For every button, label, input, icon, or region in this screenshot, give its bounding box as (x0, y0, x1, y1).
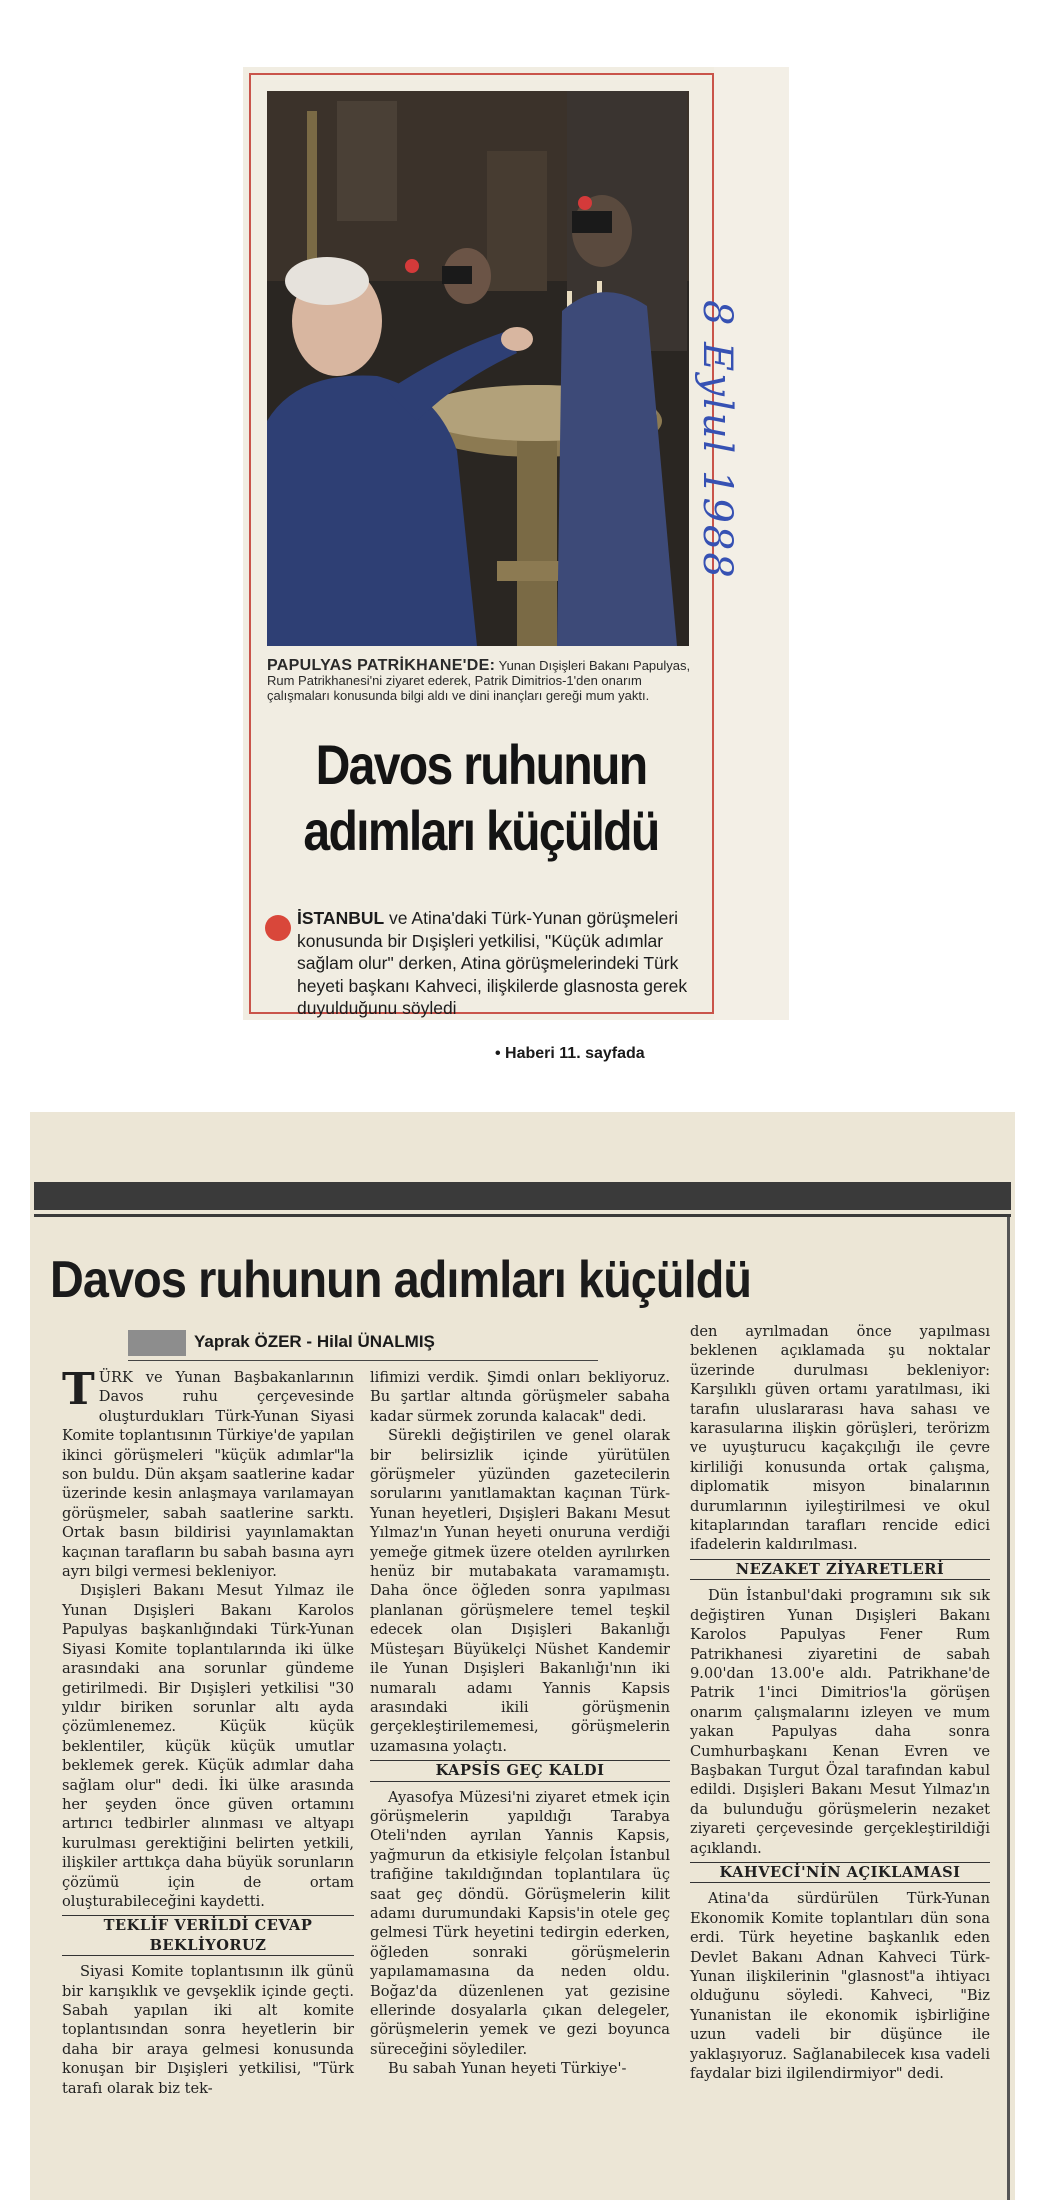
paragraph: den ayrılmadan önce yapılması beklenen açıklamada şu noktalar üzerinde durulması bekleniyor: Karşılıklı güven ortamı yaratılması, iki tarafın uluslararası hava sahası ve karasularına ilişkin görüşleri, terörizm ve uyuşturucu kaçakçılığı ile çevre kirliliği konusunda ortak çalışma, diplomatik misyon binalarının durumlarının iyileştirilmesi ve okul kitaplarından tarafları rencide edici ifadelerin kaldırılması. (690, 1323, 990, 1554)
article-headline: Davos ruhunun adımları küçüldü (50, 1251, 752, 1309)
paragraph: Bu sabah Yunan heyeti Türkiye'- (388, 2060, 627, 2078)
paragraph-text: ÜRK ve Yunan Başbakanlarının Davos ruhu çerçevesinde oluşturdukları Türk-Yunan Siyasi Komite toplantısının Türkiye'de yapılan ikinci görüşmeleri "küçük adımlar"la son buldu. Dün akşam saatlerine kadar üzerinde kesin anlaşmaya varılamayan görüşmeler, sabah saatlerine sarktı. Ortak basın bildirisi yayınlamaktan kaçınan tarafların bu sabah basına ayrı ayrı bilgi vermesi bekleniyor. (62, 1369, 354, 1581)
news-photo (267, 91, 689, 646)
caption-text: Yunan Dışişleri Bakanı Papulyas, Rum Patrikhanesi'ni ziyaret ederek, Patrik Dimitrios-1'den onarım çalışmaları konusunda bilgi aldı ve dini inançları gereği mum yaktı. (267, 658, 691, 703)
top-rule-thick (34, 1182, 1011, 1210)
summary-text: ve Atina'daki Türk-Yunan görüşmeleri konusunda bir Dışişleri yetkilisi, "Küçük adımlar sağlam olur" derken, Atina görüşmelerindeki Türk heyeti başkanı Kahveci, ilişkilerde glasnosta gerek duyulduğunu söyledi (297, 908, 688, 1018)
photo-illustration (267, 91, 689, 646)
article-column-3 (690, 1322, 990, 2083)
paragraph: Dün İstanbul'daki programını sık sık değiştiren Yunan Dışişleri Bakanı Karolos Papulyas Fener Rum Patrikhanesi ziyaretini de sabah 9.00'dan 13.00'e aldı. Patrikhane'de Patrik 1'inci Dimitrios'la görüşen onarım çalışmalarını izleyen ve mum yakan Papulyas daha sonra Cumhurbaşkanı Kenan Evren ve Başbakan Turgut Özal tarafından kabul edildi. Dışişleri Bakanı Mesut Yılmaz'ın da bulunduğu görüşmelerin nezaket ziyareti çerçevesinde gerçekleştirildiği açıklandı. (690, 1587, 990, 1857)
drop-cap: T (62, 1364, 95, 1415)
paragraph: Ayasofya Müzesi'ni ziyaret etmek için görüşmelerin yapıldığı Tarabya Oteli'nden ayrılan Yannis Kapsis, yağmurun da etkisiyle felçolan İstanbul trafiğine takıldığından toplantılara üç saat geç döndü. Görüşmelerin kilit adamı durumundaki Kapsis'in otele geç gelmesi Türk heyetini tedirgin ederken, öğleden sonraki görüşmelerin yapılamamasına da neden oldu. Boğaz'da düzenlenen yat gezisine ellerinde dosyalarla çıkan delegeler, görüşmelerin yemek ve gezi boyunca süreceğini söylediler. (370, 1788, 670, 2058)
paragraph: Siyasi Komite toplantısının ilk günü bir karışıklık ve gevşeklik içinde geçti. Sabah yapılan iki alt komite toplantısından sonra heyetlerin bir daha bir araya gelmesi konusunda konuşan bir Dışişleri yetkilisi, "Türk tarafı olarak biz tek- (62, 1963, 354, 2097)
inside-page-clipping (30, 1112, 1015, 2200)
front-headline-line1: Davos ruhunun (315, 733, 647, 796)
paragraph: Atina'da sürdürülen Türk-Yunan Ekonomik Komite toplantıları dün sona erdi. Türk heyetine başkanlık eden Devlet Bakanı Adnan Kahveci Türk-Yunan ilişkilerinin "glasnost"a ihtiyacı olduğunu söyledi. Kahveci, "Biz Yunanistan ile ekonomik işbirliğine uzun vadeli bir düşünce ile yaklaşıyoruz. Sağlanabilecek kısa vadeli faydalar bizi ilgilendirmiyor" dedi. (690, 1890, 990, 2083)
handwritten-date: 8 Eylul 1988 (694, 300, 740, 580)
byline-marker (128, 1330, 186, 1356)
subheading: KAPSİS GEÇ KALDI (370, 1760, 670, 1781)
front-summary (297, 907, 697, 1020)
article-column-1 (62, 1364, 354, 2098)
right-column-rule (1007, 1217, 1010, 2200)
subheading: NEZAKET ZİYARETLERİ (690, 1559, 990, 1580)
subheading: KAHVECİ'NİN AÇIKLAMASI (690, 1862, 990, 1883)
paragraph: lifimizi verdik. Şimdi onları bekliyoruz. Bu şartlar altında görüşmeler sabaha kadar sürmek zorunda kalacak" dedi. (370, 1369, 670, 1425)
caption-lead: PAPULYAS PATRİKHANE'DE: (267, 657, 496, 674)
summary-city: İSTANBUL (297, 908, 385, 928)
front-headline (292, 732, 670, 864)
page-reference: • Haberi 11. sayfada (495, 1045, 645, 1062)
paragraph: Sürekli değiştirilen ve genel olarak bir belirsizlik içinde yürütülen görüşmeler yüzünden gazetecilerin sorularını yanıtlamaktan kaçınan Türk-Yunan heyetleri, Dışişleri Bakanı Mesut Yılmaz'ın Yunan heyeti onuruna verdiği yemeğe gitmek üzere otelden ayrılırken henüz bir mutabakata varamamıştı. Daha önce öğleden sonra yapılması planlanan görüşmelere temel teşkil edecek olan Dışişleri Bakanlığı Müsteşarı Büyükelçi Nüshet Kandemir ile Yunan Dışişleri Bakanlığı'nın iki numaralı adamı Yannis Kapsis arasındaki ikili görüşmenin gerçekleştirilememesi, görüşmelerin uzamasına yolaçtı. (370, 1427, 670, 1755)
front-headline-line2: adımları küçüldü (303, 799, 659, 862)
subheading: TEKLİF VERİLDİ CEVAP BEKLİYORUZ (62, 1915, 354, 1956)
article-column-2 (370, 1336, 670, 2079)
byline: Yaprak ÖZER - Hilal ÜNALMIŞ (194, 1332, 435, 1351)
red-bullet-icon (265, 915, 291, 941)
paragraph (62, 1364, 354, 1581)
top-rule-thin (34, 1214, 1011, 1217)
photo-caption (267, 658, 692, 703)
paragraph: Dışişleri Bakanı Mesut Yılmaz ile Yunan Dışişleri Bakanı Karolos Papulyas başkanlığındaki Türk-Yunan Siyasi Komite toplantılarında iki ülke arasındaki ana sorunlar gündeme getirilmedi. Bir Dışişleri yetkilisi "30 yıldır biriken sorunlar altı ayda çözümlenemez. Küçük küçük beklentiler, küçük küçük umutlar beklemek gerek. Küçük adımlar daha sağlam olur" dedi. İki ülke arasında her şeyden önce güven ortamını artırıcı tedbirler alınması ve altyapı kurulması gerektiğini belirten yetkili, ilişkiler arttıkça daha büyük sorunların çözümü için de ortam oluşturabileceğini kaydetti. (62, 1582, 354, 1910)
